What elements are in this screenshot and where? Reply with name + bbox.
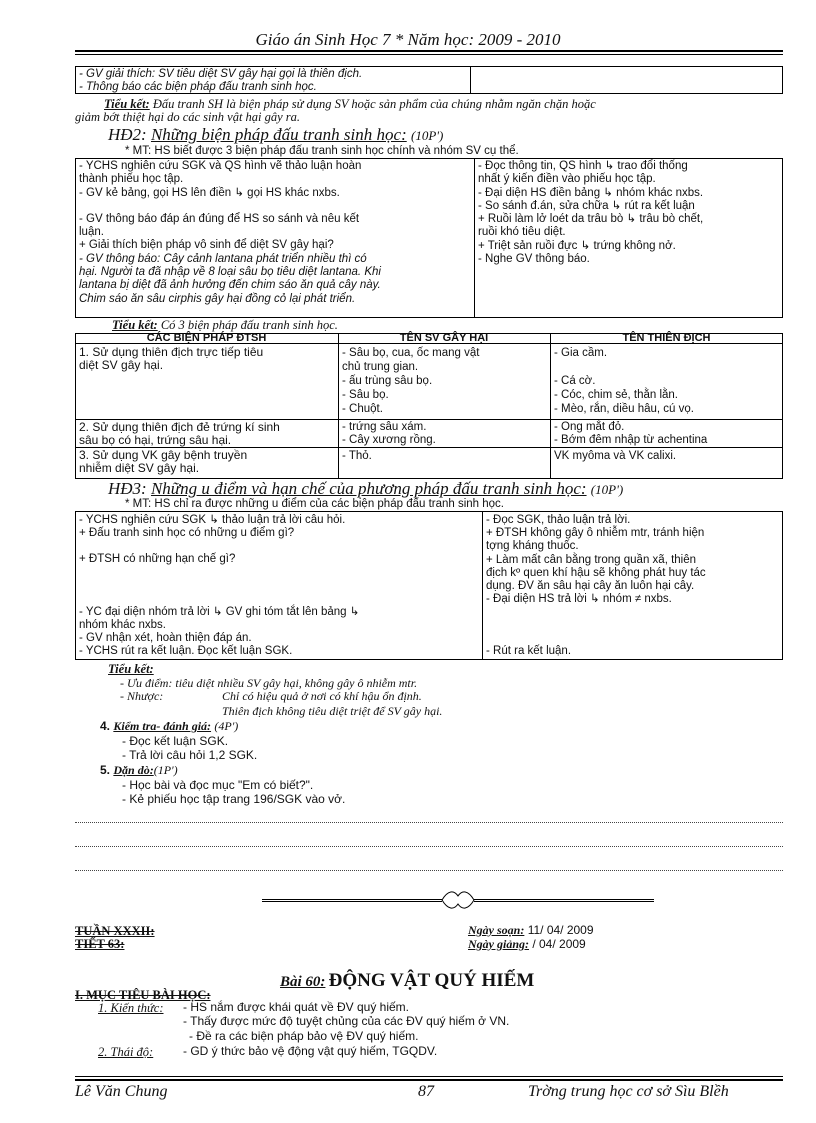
hd2-right-line: - Đại diện HS điền bảng ↳ nhóm khác nxbs.	[478, 186, 704, 199]
hd3-left-line: + ĐTSH có những hạn chế gì?	[79, 553, 236, 566]
muctieu-kt-3: - Đề ra các biện pháp bảo vệ ĐV quý hiếm.	[189, 1029, 419, 1043]
hd2-left-line: - YCHS nghiên cứu SGK và QS hình vẽ thảo luận hoàn	[79, 160, 362, 172]
page-header-title: Giáo án Sinh Học 7 * Năm học: 2009 - 2010	[255, 30, 561, 49]
week-giang-label: Ngày giảng:	[468, 937, 529, 951]
hd2-right-line: - Nghe GV thông báo.	[478, 253, 590, 266]
table-cell: - Thỏ.	[342, 450, 372, 462]
hd2-right-line: nhất ý kiến điền vào phiếu học tập.	[478, 173, 656, 186]
hd2-left-line	[79, 200, 381, 213]
hd2-right-line: + Ruồi làm lở loét da trâu bò ↳ trâu bò chết,	[478, 213, 704, 226]
hd3-left-line	[79, 593, 359, 606]
hd3-time: (10P')	[590, 482, 624, 497]
hd3-heading	[108, 479, 623, 499]
hd3-right-line: dụng. ĐV ăn sâu hại cây ăn luôn hại cây.	[486, 580, 695, 593]
hd3-right-line: - Rút ra kết luận.	[486, 645, 572, 658]
hd3-left-line	[79, 567, 359, 580]
table-header-pests: TÊN SV GÂY HẠI	[399, 332, 489, 344]
tieuket-3-label: Tiểu kết:	[108, 662, 154, 676]
tieuket-2-label: Tiểu kết:	[112, 318, 158, 332]
table-row-3-methods	[79, 449, 247, 475]
hd3-title: Những u điểm và hạn chế của phương pháp đấu tranh sinh học:	[150, 479, 587, 498]
week-soan-date: 11/ 04/ 2009	[527, 923, 594, 937]
hd3-label: HĐ3:	[108, 479, 147, 498]
table-row-2-pests	[342, 421, 436, 447]
hd2-mt: * MT: HS biết được 3 biện pháp đấu tranh sinh học chính và nhóm SV cụ thể.	[125, 145, 519, 157]
hd3-right-line: - Đọc SGK, thảo luận trả lời.	[486, 514, 631, 526]
hd2-title: Những biện pháp đấu tranh sinh học:	[150, 125, 407, 144]
section-5-item-1: - Học bài và đọc mục "Em có biết?".	[122, 778, 314, 792]
table-cell: VK myôma và VK calixi.	[554, 450, 677, 462]
week-tiet: TIẾT 63:	[75, 937, 125, 951]
table-cell: nhiễm diệt SV gây hại.	[79, 461, 200, 475]
section-4-item-2: - Trả lời câu hỏi 1,2 SGK.	[122, 748, 258, 762]
muctieu-kt-1: - HS nắm được khái quát về ĐV quý hiếm.	[183, 1000, 409, 1014]
methods-col-divider-1	[338, 333, 339, 479]
week-tuan: TUẦN XXXII:	[75, 924, 155, 938]
tieuket-1-line1: Đấu tranh SH là biện pháp sử dụng SV hoặc sản phẩm của chúng nhằm ngăn chặn hoặc	[152, 97, 596, 111]
table-cell: - Gia cầm.	[554, 347, 608, 359]
footer-author: Lê Văn Chung	[75, 1083, 168, 1100]
table-row-3-enemies	[554, 450, 676, 463]
week-soan	[468, 924, 594, 937]
tieuket-3-nhuoc-label: - Nhược:	[120, 689, 164, 703]
section-5-label: Dặn dò:	[113, 763, 154, 777]
hd3-right-col	[486, 514, 706, 659]
hd2-left-col	[79, 160, 381, 306]
table-cell: - Cá cờ.	[554, 375, 596, 387]
hd2-left-line: Chim sáo ăn sâu cirphis gây hại đồng cỏ lại phát triển.	[79, 292, 356, 305]
hd3-left-line: - YC đại diện nhóm trả lời ↳ GV ghi tóm tắt lên bảng ↳	[79, 605, 360, 618]
muctieu-heading: I. MỤC TIÊU BÀI HỌC:	[75, 988, 211, 1002]
hd2-right-line: ruồi khó tiêu diệt.	[478, 226, 566, 239]
table-header-enemies: TÊN THIÊN ĐỊCH	[622, 332, 711, 344]
divider-left	[262, 899, 442, 902]
tieuket-2	[112, 319, 338, 332]
hd2-left-line: - GV thông báo: Cây cảnh lantana phát triển nhiều thì có	[79, 252, 367, 265]
hd2-left-line: - GV thông báo đáp án đúng để HS so sánh và nêu kết	[79, 212, 360, 225]
tieuket-3-uu: - Ưu điểm: tiêu diệt nhiều SV gây hại, không gây ô nhiễm mtr.	[120, 676, 418, 690]
hd2-heading	[108, 125, 443, 145]
table-cell: sâu bọ có hại, trứng sâu hại.	[79, 432, 232, 447]
header-rule	[75, 50, 783, 52]
hd3-left-line: - YCHS rút ra kết luận. Đọc kết luận SGK.	[79, 645, 293, 658]
top-row-2: - Thông báo các biện pháp đấu tranh sinh học.	[79, 80, 317, 93]
footer-rule-thin	[75, 1076, 783, 1077]
table-cell: chủ trung gian.	[342, 361, 419, 373]
table-cell: - Mèo, rắn, diều hâu, cú vọ.	[554, 403, 694, 415]
tieuket-3-nhuoc-1: Chỉ có hiệu quả ở nơi có khí hậu ổn định.	[222, 689, 422, 703]
hd3-left-line: nhóm khác nxbs.	[79, 618, 166, 631]
methods-col-divider-2	[550, 333, 551, 479]
hd3-left-line: - GV nhận xét, hoàn thiện đáp án.	[79, 632, 252, 645]
lesson-bai: Bài 60:	[280, 974, 326, 990]
table-cell: - trứng sâu xám.	[342, 421, 427, 433]
hd2-time: (10P')	[410, 128, 444, 143]
table-cell: 1. Sử dụng thiên địch trực tiếp tiêu	[79, 345, 264, 359]
table-cell: - Sâu bọ, cua, ốc mang vật	[342, 347, 480, 359]
footer-page: 87	[418, 1083, 434, 1100]
table-row-2-enemies	[554, 421, 707, 447]
divider-right	[474, 899, 654, 902]
hd3-right-line	[486, 632, 706, 645]
footer-rule	[75, 1079, 783, 1081]
hd2-left-line: lantana bị diệt đã ảnh hưởng đến chim sáo ăn quả cây này.	[79, 279, 381, 292]
top-table-divider	[470, 66, 471, 94]
table-row-1-methods	[79, 346, 263, 371]
table-header-methods: CÁC BIỆN PHÁP ĐTSH	[146, 332, 267, 344]
table-cell: - Chuột.	[342, 403, 383, 415]
hd3-left-line	[79, 580, 359, 593]
hd3-left-line	[79, 540, 359, 553]
hd3-left-line: + Đấu tranh sinh học có những u điểm gì?	[79, 527, 295, 540]
hd3-right-line: tợng kháng thuốc.	[486, 540, 579, 553]
hd2-left-line: hại. Người ta đã nhập về 8 loại sâu bọ tiêu diệt lantana. Khi	[79, 266, 381, 279]
hd3-right-line: + Làm mất cân bằng trong quần xã, thiên	[486, 553, 697, 566]
lesson-title	[280, 970, 534, 994]
hd2-right-col	[478, 160, 703, 266]
table-cell: 2. Sử dụng thiên địch đẻ trứng kí sinh	[79, 420, 280, 434]
section-5-heading	[100, 764, 178, 777]
lesson-name: ĐỘNG VẬT QUÝ HIẾM	[328, 970, 535, 991]
tieuket-1-line2: giảm bớt thiệt hại do các sinh vật hại gây ra.	[75, 110, 301, 124]
table-row-1-pests	[342, 346, 479, 416]
muctieu-td: - GD ý thức bảo vệ động vật quý hiếm, TGQDV.	[183, 1044, 438, 1058]
muctieu-kt-2: - Thấy được mức độ tuyệt chủng của các ĐV quý hiếm ở VN.	[183, 1014, 510, 1028]
section-4-label: Kiểm tra- đánh giá:	[113, 719, 212, 733]
hd3-right-line: - Đại diện HS trả lời ↳ nhóm ≠ nxbs.	[486, 593, 672, 606]
footer-school: Trờng trung học cơ sở Sìu Blềh	[528, 1083, 729, 1100]
header-rule-thin	[75, 54, 783, 55]
section-5-item-2: - Kẻ phiếu học tập trang 196/SGK vào vở.	[122, 792, 346, 806]
week-giang-date: / 04/ 2009	[532, 937, 586, 951]
tieuket-1-label: Tiểu kết:	[104, 97, 150, 111]
hd3-right-line: địch kº quen khí hậu sẽ không phát huy tác	[486, 566, 706, 579]
table-cell: - Ong mắt đỏ.	[554, 421, 625, 433]
table-cell: - Sâu bọ.	[342, 389, 389, 401]
table-cell: - Bớm đêm nhập từ achentina	[554, 434, 708, 446]
table-cell	[554, 360, 694, 374]
table-row-3-pests	[342, 450, 372, 463]
section-5-num: 5.	[100, 763, 111, 777]
table-cell: - Cóc, chim sẻ, thằn lằn.	[554, 389, 678, 401]
hd2-left-line: luận.	[79, 226, 104, 239]
hd2-divider	[474, 158, 475, 318]
hd3-mt: * MT: HS chỉ ra được những u điểm của các biện pháp đấu tranh sinh học.	[125, 498, 505, 510]
hd2-right-line: - Đọc thông tin, QS hình ↳ trao đổi thống	[478, 160, 688, 172]
section-4-heading	[100, 720, 238, 733]
top-row-1: - GV giải thích: SV tiêu diệt SV gây hại gọi là thiên địch.	[79, 68, 363, 80]
hd3-left-col	[79, 514, 359, 658]
table-cell: diệt SV gây hại.	[79, 357, 164, 372]
muctieu-td-label: 2. Thái độ:	[98, 1045, 154, 1059]
tieuket-3-nhuoc-2: Thiên địch không tiêu diệt triệt để SV gây hại.	[222, 704, 443, 718]
hd2-right-line: - So sánh đ.án, sửa chữa ↳ rút ra kết luận	[478, 199, 695, 212]
dotted-line-2	[75, 846, 783, 847]
hd3-divider	[482, 511, 483, 660]
hd3-right-line	[486, 619, 706, 632]
hd2-right-line: + Triệt sản ruồi đực ↳ trứng không nở.	[478, 239, 676, 252]
table-row-1-enemies	[554, 346, 694, 416]
section-4-time: (4P')	[214, 719, 239, 733]
dotted-line-3	[75, 870, 783, 871]
table-cell: - ấu trùng sâu bọ.	[342, 375, 433, 387]
hd2-left-line: thành phiếu học tập.	[79, 173, 184, 186]
hd2-left-line: + Giải thích biện pháp vô sinh để diệt SV gây hại?	[79, 239, 334, 252]
hd2-label: HĐ2:	[108, 125, 147, 144]
hd3-left-line: - YCHS nghiên cứu SGK ↳ thảo luận trả lời câu hỏi.	[79, 514, 346, 526]
section-5-time: (1P')	[153, 763, 178, 777]
table-cell: - Cây xương rồng.	[342, 434, 436, 446]
table-cell: 3. Sử dụng VK gây bệnh truyền	[79, 448, 248, 462]
section-4-item-1: - Đọc kết luận SGK.	[122, 734, 229, 748]
section-4-num: 4.	[100, 719, 111, 733]
week-giang	[468, 938, 586, 951]
hd3-right-line	[486, 606, 706, 619]
week-soan-label: Ngày soạn:	[468, 923, 525, 937]
ornament-icon	[440, 886, 476, 914]
table-row-2-methods	[79, 421, 280, 446]
hd3-right-line: + ĐTSH không gây ô nhiễm mtr, tránh hiện	[486, 527, 705, 540]
muctieu-kt-label: 1. Kiến thức:	[98, 1001, 164, 1015]
hd2-left-line: - GV kẻ bảng, gọi HS lên điền ↳ gọi HS khác nxbs.	[79, 186, 340, 199]
dotted-line-1	[75, 822, 783, 823]
tieuket-2-text: Có 3 biện pháp đấu tranh sinh học.	[160, 318, 338, 332]
